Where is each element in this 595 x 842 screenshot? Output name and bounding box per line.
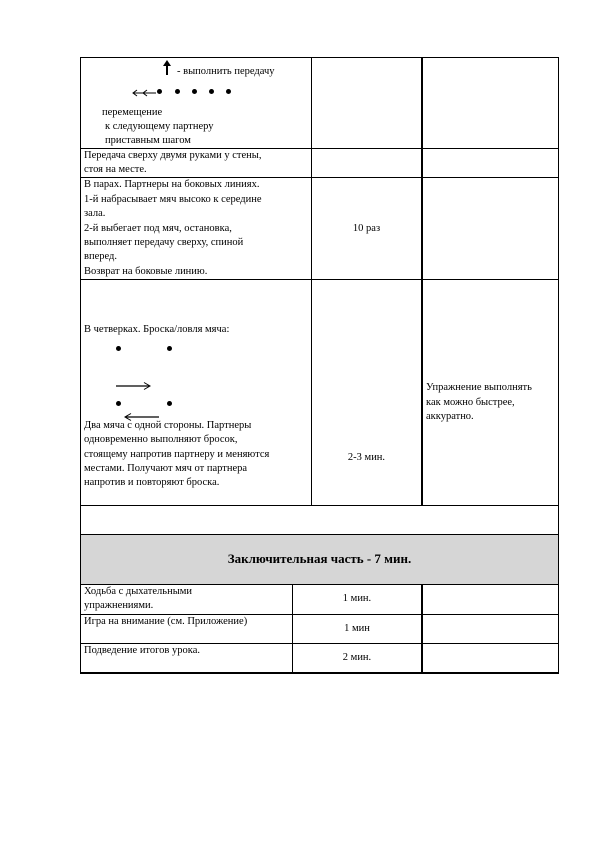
move-legend-line: приставным шагом (105, 135, 191, 146)
player-dot (167, 346, 172, 351)
dosage-cell: 10 раз (352, 223, 381, 234)
player-dot (226, 89, 231, 94)
exercise-text-line: Ходьба с дыхательными (84, 586, 193, 597)
note-text-line: Упражнение выполнять (426, 382, 532, 393)
dosage-cell: 2-3 мин. (347, 452, 386, 463)
player-dot (116, 346, 121, 351)
note-text-line: как можно быстрее, (426, 397, 515, 408)
move-legend-line: к следующему партнеру (105, 121, 214, 132)
exercise-text-line: местами. Получают мяч от партнера (84, 463, 248, 474)
exercise-text-line: стоя на месте. (84, 164, 147, 175)
table-border-right (558, 57, 559, 673)
exercise-heading: В четверках. Броска/ловля мяча: (84, 324, 230, 335)
dosage-cell: 1 мин. (342, 593, 372, 604)
table-col-divider-4 (421, 585, 423, 673)
player-dot (175, 89, 180, 94)
table-border-top (80, 57, 559, 58)
exercise-text-line: зала. (84, 208, 106, 219)
exercise-text-line: упражнениями. (84, 600, 154, 611)
move-legend-line: перемещение (102, 107, 163, 118)
player-dot (192, 89, 197, 94)
row-border (80, 505, 559, 506)
exercise-text-line: Подведение итогов урока. (84, 645, 200, 656)
exercise-text-line: Возврат на боковые линию. (84, 266, 208, 277)
table-col-divider-2 (421, 57, 423, 505)
exercise-text-line: выполняет передачу сверху, спиной (84, 237, 244, 248)
exercise-text-line: Передача сверху двумя руками у стены, (84, 150, 262, 161)
pass-legend-label: - выполнить передачу (177, 66, 275, 77)
player-dot (157, 89, 162, 94)
dosage-cell: 2 мин. (342, 652, 372, 663)
exercise-text-line: Два мяча с одной стороны. Партнеры (84, 420, 252, 431)
exercise-text-line: одновременно выполняют бросок, (84, 434, 238, 445)
move-left-arrow-icon (131, 89, 157, 97)
pass-right-arrow-icon (116, 382, 152, 390)
exercise-text-line: В парах. Партнеры на боковых линиях. (84, 179, 260, 190)
exercise-text-line: Игра на внимание (см. Приложение) (84, 616, 248, 627)
player-dot (116, 401, 121, 406)
table-col-divider-1 (311, 57, 312, 505)
section-header: Заключительная часть - 7 мин. (227, 551, 412, 566)
player-dot (167, 401, 172, 406)
exercise-text-line: 1-й набрасывает мяч высоко к середине (84, 194, 262, 205)
player-dot (209, 89, 214, 94)
dosage-cell: 1 мин (344, 623, 370, 634)
exercise-text-line: вперед. (84, 251, 117, 262)
note-text-line: аккуратно. (426, 411, 474, 422)
up-arrow-icon (162, 60, 172, 76)
exercise-text-line: стоящему напротив партнеру и меняются (84, 449, 270, 460)
table-border-bottom (80, 672, 559, 674)
exercise-text-line: напротив и повторяют броска. (84, 477, 220, 488)
exercise-text-line: 2-й выбегает под мяч, остановка, (84, 223, 232, 234)
